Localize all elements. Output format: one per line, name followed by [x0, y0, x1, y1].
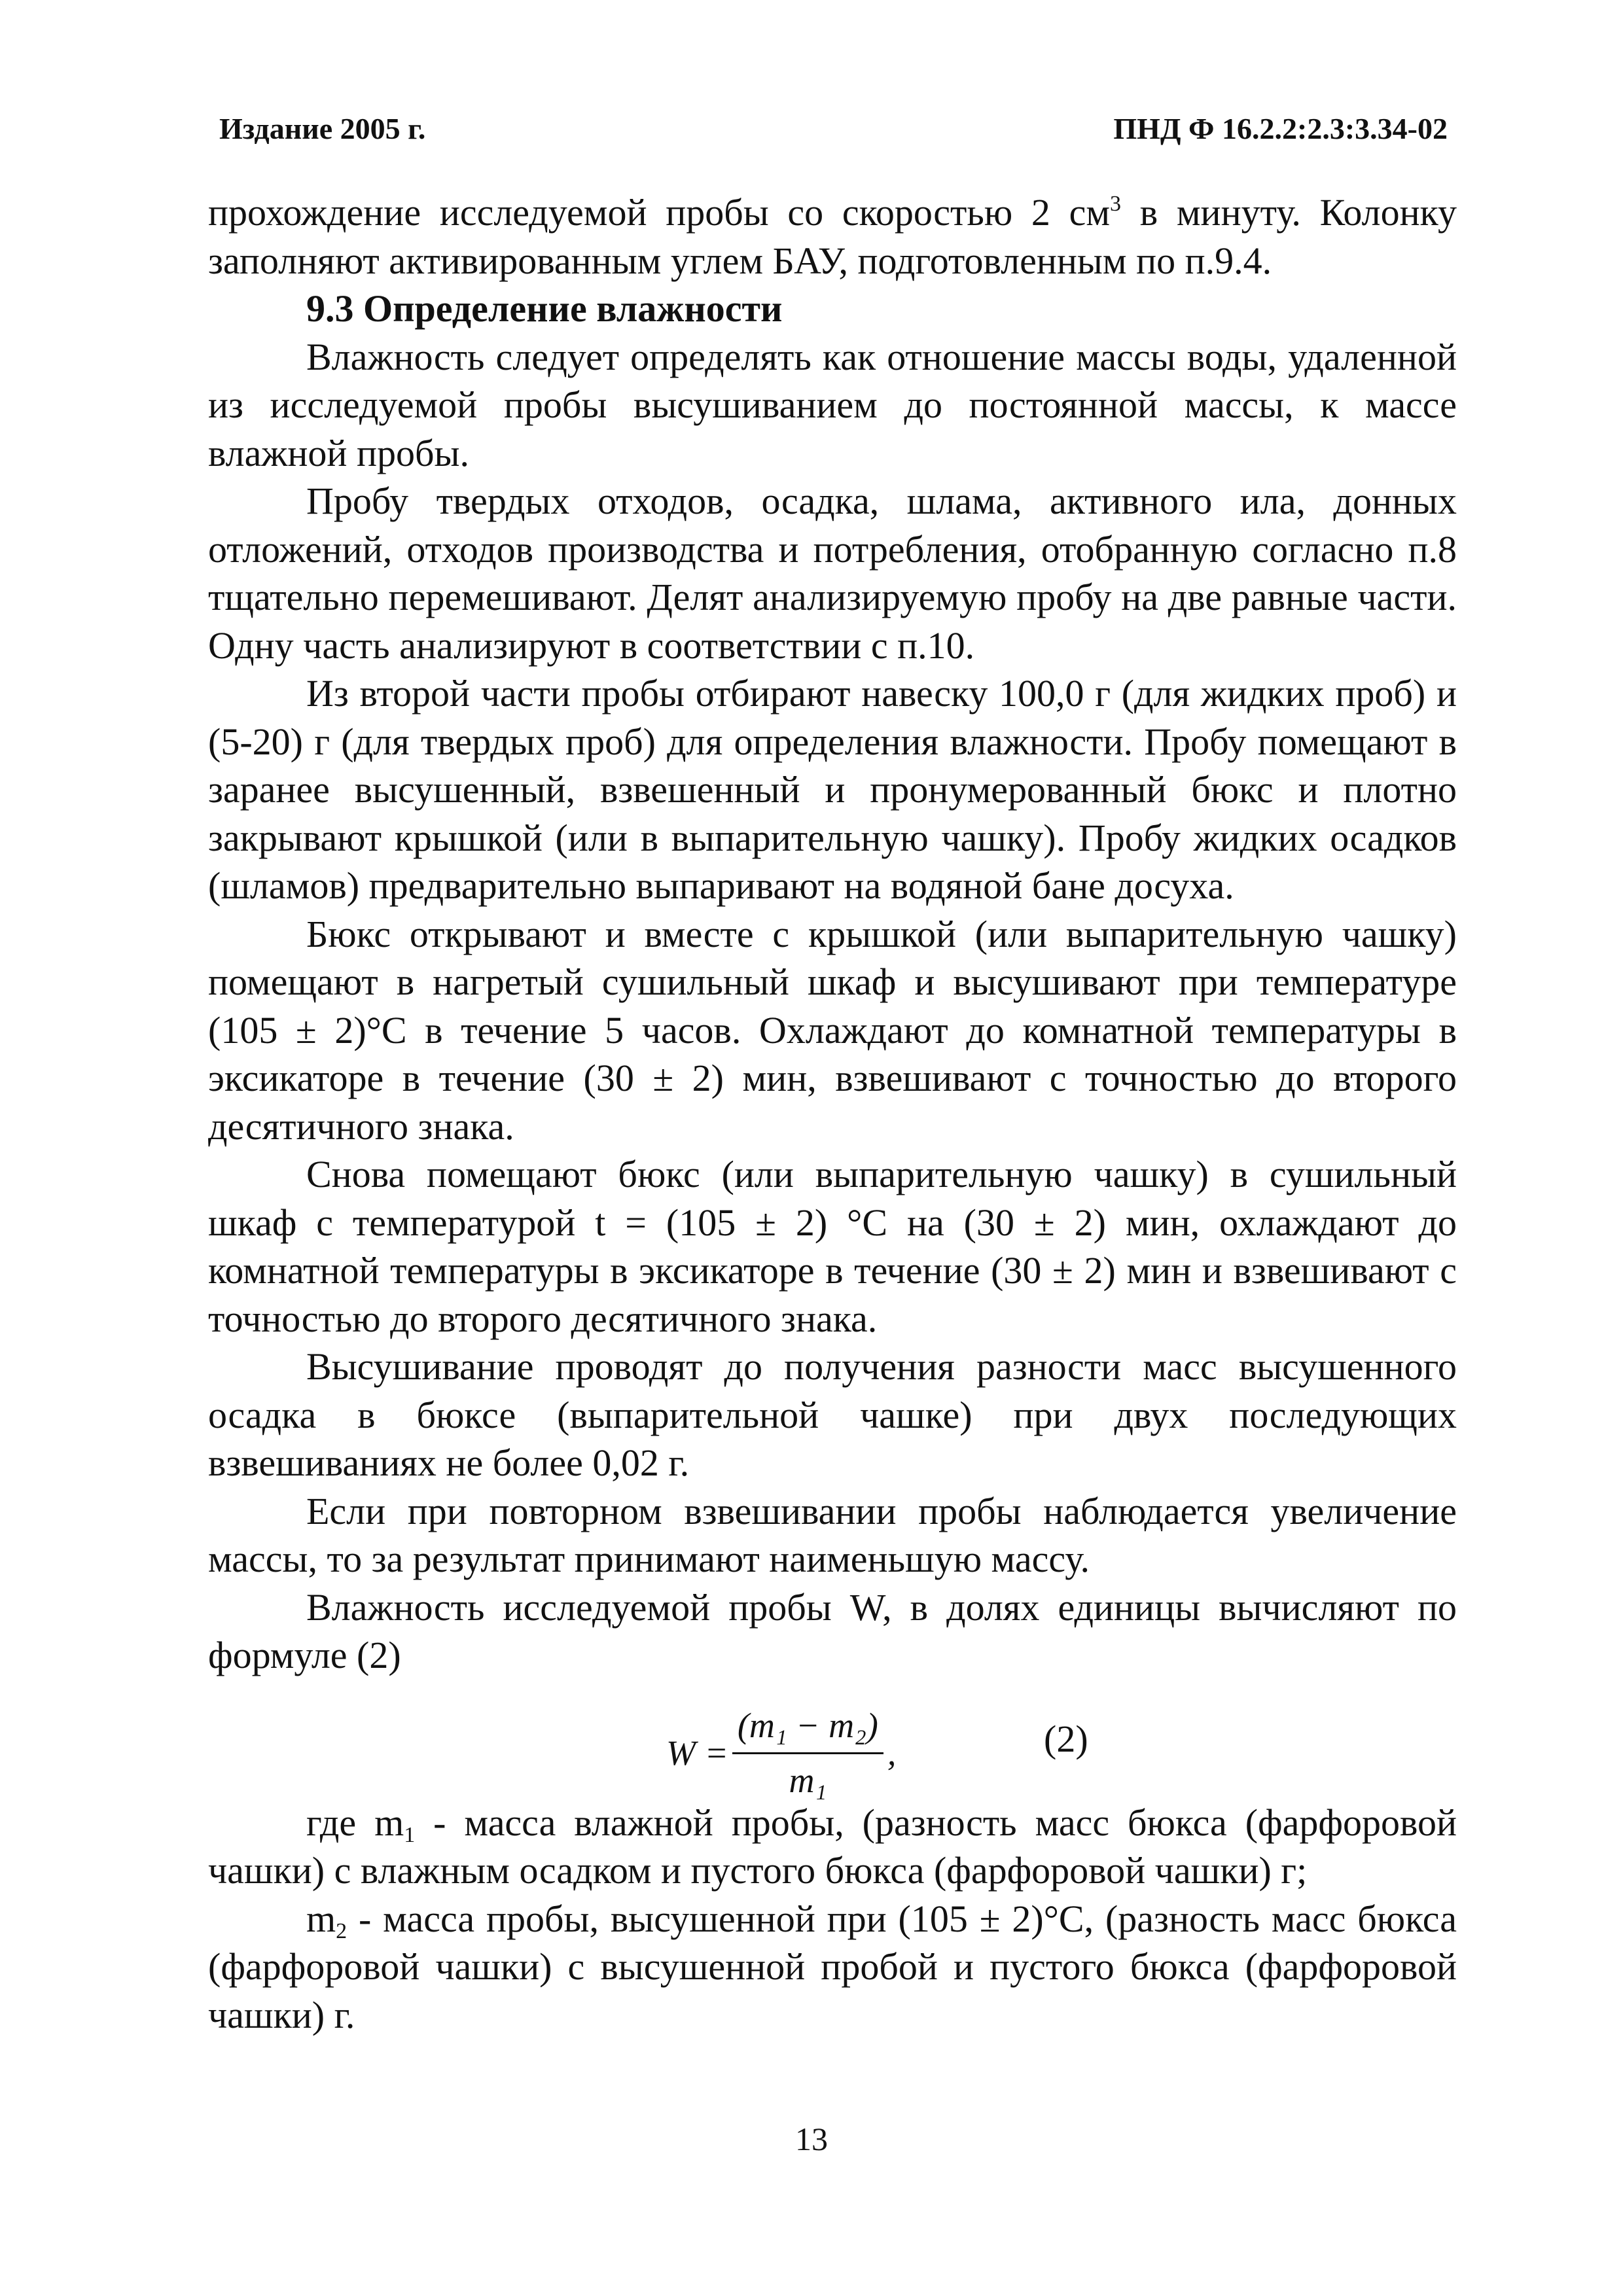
header-document-code: ПНД Ф 16.2.2:2.3:3.34-02: [1113, 112, 1448, 145]
where-m2-text-a: m: [306, 1897, 336, 1940]
intro-text-1: прохождение исследуемой пробы со скоростью 2 см: [208, 191, 1111, 234]
formula-fraction: [732, 1702, 883, 1805]
intro-text-2: в минуту. Колонку заполняют активированным углем БАУ, подготовленным по п.9.4.: [208, 191, 1457, 282]
paragraph-2: Пробу твердых отходов, осадка, шлама, активного ила, донных отложений, отходов производства и потребления, отобранную согласно п.8 тщательно перемешивают. Делят анализируемую пробу на две равные части. Одну часть анализируют в соответствии с п.10.: [208, 480, 1457, 667]
paragraph-1: Влажность следует определять как отношение массы воды, удаленной из исследуемой пробы высушиванием до постоянной массы, к массе влажной пробы.: [208, 335, 1457, 474]
where-m1-subscript: 1: [404, 1822, 416, 1847]
document-body: [208, 188, 1457, 2039]
paragraph-3: Из второй части пробы отбирают навеску 100,0 г (для жидких проб) и (5-20) г (для твердых проб) для определения влажности. Пробу помещают в заранее высушенный, взвешенный и пронумерованный бюкс и плотно закрывают крышкой (или в выпарительную чашку). Пробу жидких осадков (шламов) предварительно выпаривают на водяной бане досуха.: [208, 672, 1457, 907]
formula: [666, 1702, 896, 1805]
where-m1-text-b: - масса влажной пробы, (разность масс бюкса (фарфоровой чашки) с влажным осадком и пустого бюкса (фарфоровой чашки) г;: [208, 1801, 1457, 1892]
page-number: 13: [795, 2121, 828, 2157]
header-edition: Издание 2005 г.: [219, 112, 426, 145]
where-m2-text-b: - масса пробы, высушенной при (105 ± 2)°С, (разность масс бюкса (фарфоровой чашки) с высушенной пробой и пустого бюкса (фарфоровой чашки) г.: [208, 1897, 1457, 2036]
paragraph-8: Влажность исследуемой пробы W, в долях единицы вычисляют по формуле (2): [208, 1585, 1457, 1676]
where-m2: [208, 1895, 1457, 2040]
formula-block: [208, 1687, 1457, 1799]
intro-superscript: 3: [1110, 192, 1122, 216]
formula-denominator: m₁: [789, 1761, 827, 1800]
where-m1-text-a: где m: [306, 1801, 404, 1844]
section-heading: 9.3 Определение влажности: [306, 287, 783, 330]
paragraph-6: Высушивание проводят до получения разности масс высушенного осадка в бюксе (выпарительной чашке) при двух последующих взвешиваниях не более 0,02 г.: [208, 1345, 1457, 1484]
where-m2-subscript: 2: [336, 1918, 348, 1943]
formula-comma: ,: [887, 1733, 897, 1773]
formula-number: (2): [1044, 1717, 1088, 1760]
intro-paragraph: [208, 188, 1457, 285]
paragraph-4: Бюкс открывают и вместе с крышкой (или выпарительную чашку) помещают в нагретый сушильный шкаф и высушивают при температуре (105 ± 2)°С в течение 5 часов. Охлаждают до комнатной температуры в эксикаторе в течение (30 ± 2) мин, взвешивают с точностью до второго десятичного знака.: [208, 912, 1457, 1148]
formula-numerator: (m₁ − m₂): [732, 1702, 883, 1755]
paragraph-5: Снова помещают бюкс (или выпарительную чашку) в сушильный шкаф с температурой t = (105 ± 2) °С на (30 ± 2) мин, охлаждают до комнатной температуры в эксикаторе в течение (30 ± 2) мин и взвешивают с точностью до второго десятичного знака.: [208, 1153, 1457, 1340]
formula-lhs: W =: [666, 1733, 728, 1773]
paragraph-7: Если при повторном взвешивании пробы наблюдается увеличение массы, то за результат принимают наименьшую массу.: [208, 1489, 1457, 1580]
where-m1: [208, 1799, 1457, 1895]
